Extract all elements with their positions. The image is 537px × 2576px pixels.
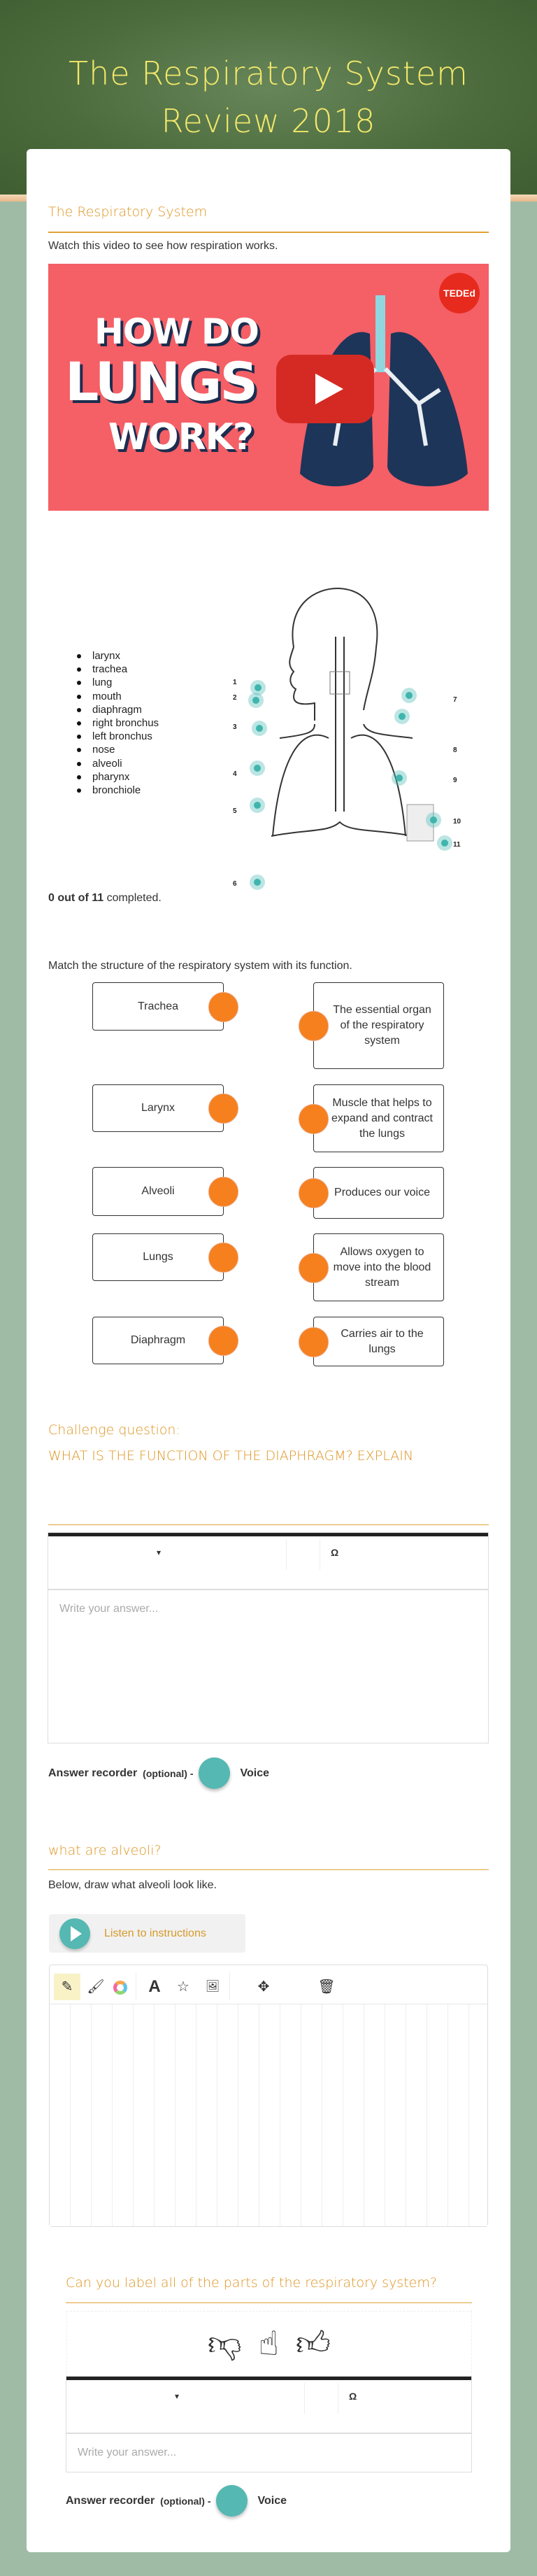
match-definition[interactable]: Carries air to the lungs — [313, 1317, 444, 1366]
recorder-optional: (optional) - — [143, 1767, 194, 1779]
match-connector[interactable] — [299, 1327, 329, 1357]
format-dropdown[interactable]: ▾ — [157, 1548, 162, 1557]
diagram-number-label: 10 — [453, 818, 461, 826]
word-bank-item: diaphragm — [76, 703, 159, 716]
diagram-number-label: 4 — [233, 770, 237, 778]
drawing-board — [49, 1965, 488, 2227]
match-definition[interactable]: Allows oxygen to move into the blood stream — [313, 1233, 444, 1301]
match-connector[interactable] — [299, 1104, 329, 1134]
diagram-number-label: 2 — [233, 694, 237, 702]
drawing-instruction: Below, draw what alveoli look like. — [48, 1879, 217, 1891]
record-voice-button[interactable] — [199, 1757, 230, 1789]
match-connector[interactable] — [299, 1178, 329, 1208]
pointing-hand-icon[interactable]: ☝︎ — [258, 2326, 279, 2363]
diagram-hotspot[interactable] — [250, 798, 265, 813]
listen-label: Listen to instructions — [104, 1927, 206, 1939]
section-heading: The Respiratory System — [48, 204, 208, 220]
recorder-label: Answer recorder — [66, 2494, 155, 2507]
diagram-number-label: 7 — [453, 696, 457, 704]
video-player[interactable] — [48, 264, 489, 511]
trash-icon[interactable]: 🗑 — [317, 1979, 336, 1995]
diagram-hotspot[interactable] — [426, 812, 441, 828]
matching-instruction: Match the structure of the respiratory system with its function. — [48, 960, 352, 972]
page-title-line2: Review 2018 — [161, 102, 376, 140]
video-title-line1: HOW DO — [94, 311, 259, 352]
diagram-hotspot[interactable] — [401, 688, 417, 703]
match-term[interactable]: Larynx — [92, 1084, 224, 1132]
diagram-number-label: 5 — [233, 807, 237, 815]
drawing-toolbar — [50, 1965, 487, 2004]
diagram-number-label: 9 — [453, 777, 457, 784]
match-term[interactable]: Lungs — [92, 1233, 224, 1281]
format-dropdown[interactable]: ▾ — [175, 2391, 180, 2401]
diagram-number-label: 3 — [233, 723, 237, 731]
answer-input[interactable]: Write your answer... — [78, 2447, 177, 2458]
match-definition[interactable]: The essential organ of the respiratory system — [313, 982, 444, 1069]
match-connector[interactable] — [208, 1326, 238, 1356]
match-connector[interactable] — [208, 992, 238, 1022]
toolbar-separator — [286, 1539, 287, 1570]
video-instruction: Watch this video to see how respiration works. — [48, 240, 278, 252]
word-bank-item: left bronchus — [76, 730, 159, 743]
toolbar-separator — [304, 2383, 305, 2414]
word-bank-item: right bronchus — [76, 716, 159, 730]
pencil-icon[interactable]: ✎ — [54, 1974, 80, 2000]
drawing-canvas[interactable] — [50, 2004, 487, 2226]
match-definition[interactable]: Produces our voice — [313, 1167, 444, 1219]
recorder-optional: (optional) - — [160, 2495, 211, 2507]
word-bank-item: alveoli — [76, 757, 159, 770]
match-definition[interactable]: Muscle that helps to expand and contract the lungs — [313, 1084, 444, 1152]
word-bank-item: mouth — [76, 690, 159, 703]
tedex-logo: TEDEd — [439, 273, 480, 313]
label-question-heading: Can you label all of the parts of the respiratory system? — [66, 2275, 437, 2291]
challenge-question: WHAT IS THE FUNCTION OF THE DIAPHRAGM? EXPLAIN — [48, 1448, 414, 1464]
thumbs-up-icon[interactable]: 👍︎ — [295, 2326, 331, 2363]
divider — [66, 2302, 472, 2303]
word-bank-item: bronchiole — [76, 784, 159, 797]
answer-recorder — [66, 2485, 287, 2517]
match-connector[interactable] — [208, 1177, 238, 1207]
diagram-hotspot[interactable] — [394, 709, 410, 724]
record-voice-button[interactable] — [216, 2485, 248, 2517]
confidence-selector — [66, 2311, 472, 2377]
text-tool-icon[interactable]: A — [148, 1977, 161, 1996]
recorder-label: Answer recorder — [48, 1767, 138, 1779]
video-title-line2: LUNGS — [65, 351, 257, 413]
diagram-hotspot[interactable] — [250, 875, 265, 890]
voice-label: Voice — [257, 2494, 287, 2507]
special-character-button[interactable]: Ω — [331, 1547, 339, 1558]
match-connector[interactable] — [299, 1253, 329, 1283]
image-icon[interactable]: 🖼 — [205, 1981, 220, 1993]
word-bank-item: trachea — [76, 663, 159, 676]
match-term[interactable]: Alveoli — [92, 1167, 224, 1216]
progress-count: 0 out of 11 — [48, 892, 104, 904]
diagram-hotspot[interactable] — [437, 835, 452, 851]
thumbs-down-icon[interactable]: 👎︎ — [207, 2326, 242, 2363]
divider — [48, 1869, 489, 1870]
star-icon[interactable]: ☆ — [177, 1979, 189, 1995]
diagram-hotspot[interactable] — [250, 760, 265, 776]
diagram-number-label: 6 — [233, 880, 237, 888]
diagram-hotspot[interactable] — [252, 721, 267, 736]
listen-button[interactable] — [49, 1914, 245, 1953]
progress-text — [48, 892, 162, 905]
rich-text-editor — [48, 1532, 489, 1743]
diagram-hotspot[interactable] — [392, 770, 407, 786]
rich-text-editor — [66, 2376, 472, 2472]
divider — [48, 232, 489, 233]
diagram-hotspot[interactable] — [248, 693, 264, 708]
match-connector[interactable] — [208, 1094, 238, 1124]
progress-suffix: completed. — [103, 892, 162, 904]
divider — [48, 1524, 489, 1525]
match-connector[interactable] — [299, 1011, 329, 1041]
color-wheel-icon[interactable] — [107, 1974, 134, 2000]
voice-label: Voice — [240, 1767, 269, 1779]
special-character-button[interactable]: Ω — [349, 2391, 357, 2402]
word-bank-item: lung — [76, 676, 159, 689]
word-bank — [76, 649, 159, 797]
play-icon — [59, 1918, 90, 1949]
word-bank-item: larynx — [76, 649, 159, 663]
diagram-number-label: 1 — [233, 679, 237, 686]
alveoli-heading: what are alveoli? — [48, 1843, 162, 1858]
answer-recorder — [48, 1757, 269, 1789]
word-bank-item: nose — [76, 743, 159, 756]
editor-toolbar — [66, 2377, 471, 2434]
move-icon[interactable]: ✥ — [257, 1979, 270, 1995]
play-button-icon[interactable] — [276, 355, 374, 423]
challenge-heading: Challenge question: — [48, 1422, 180, 1438]
diagram-number-label: 8 — [453, 746, 457, 754]
page-title-line1: The Respiratory System — [69, 55, 468, 92]
answer-textarea[interactable]: Write your answer... — [59, 1603, 159, 1615]
match-term[interactable]: Diaphragm — [92, 1317, 224, 1364]
match-term[interactable]: Trachea — [92, 982, 224, 1031]
toolbar-separator — [229, 1972, 230, 2000]
diagram-number-label: 11 — [453, 841, 461, 849]
editor-toolbar — [48, 1533, 488, 1590]
match-connector[interactable] — [208, 1243, 238, 1273]
word-bank-item: pharynx — [76, 770, 159, 784]
video-title-line3: WORK? — [108, 416, 254, 458]
brush-icon[interactable]: 🖌 — [87, 1979, 105, 1995]
